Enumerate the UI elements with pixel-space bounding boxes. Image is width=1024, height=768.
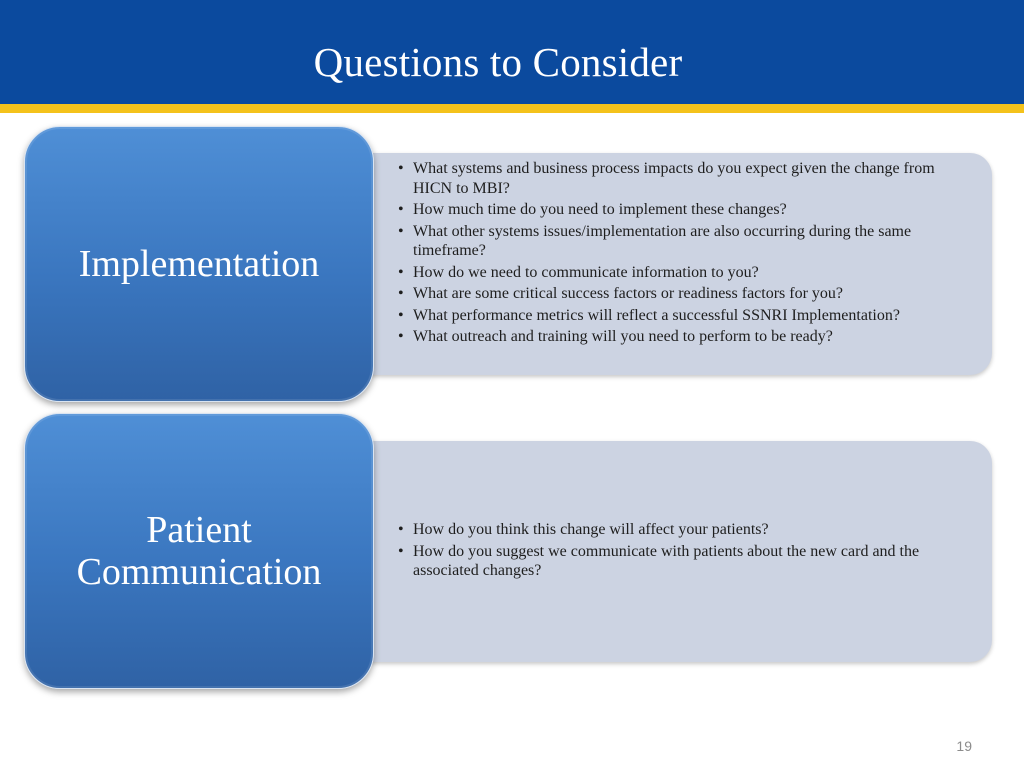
page-number: 19 <box>956 738 972 754</box>
patient-communication-questions-panel <box>328 441 992 662</box>
patient-communication-label-box <box>24 413 374 689</box>
implementation-questions-list <box>398 159 968 349</box>
patient-communication-questions-list <box>398 520 968 583</box>
list-item: • What outreach and training will you need to perform to be ready? <box>398 327 968 347</box>
implementation-label: Implementation <box>78 243 320 285</box>
header-accent-stripe <box>0 104 1024 113</box>
label-line: Patient <box>146 509 252 551</box>
list-item: • What performance metrics will reflect a successful SSNRI Implementation? <box>398 306 968 326</box>
list-item: • How do you think this change will affect your patients? <box>398 520 968 540</box>
list-item: • How do you suggest we communicate with patients about the new card and the associated changes? <box>398 542 968 581</box>
list-item: • What are some critical success factors or readiness factors for you? <box>398 284 968 304</box>
list-item: • What systems and business process impacts do you expect given the change from HICN to MBI? <box>398 159 968 198</box>
list-item: • How much time do you need to implement these changes? <box>398 200 968 220</box>
label-line: Communication <box>76 551 322 593</box>
list-item: • How do we need to communicate information to you? <box>398 263 968 283</box>
patient-communication-label <box>77 509 322 593</box>
implementation-questions-panel <box>328 153 992 375</box>
slide-title: Questions to Consider <box>313 39 683 85</box>
list-item: • What other systems issues/implementation are also occurring during the same timeframe? <box>398 222 968 261</box>
implementation-label-box <box>24 126 374 402</box>
